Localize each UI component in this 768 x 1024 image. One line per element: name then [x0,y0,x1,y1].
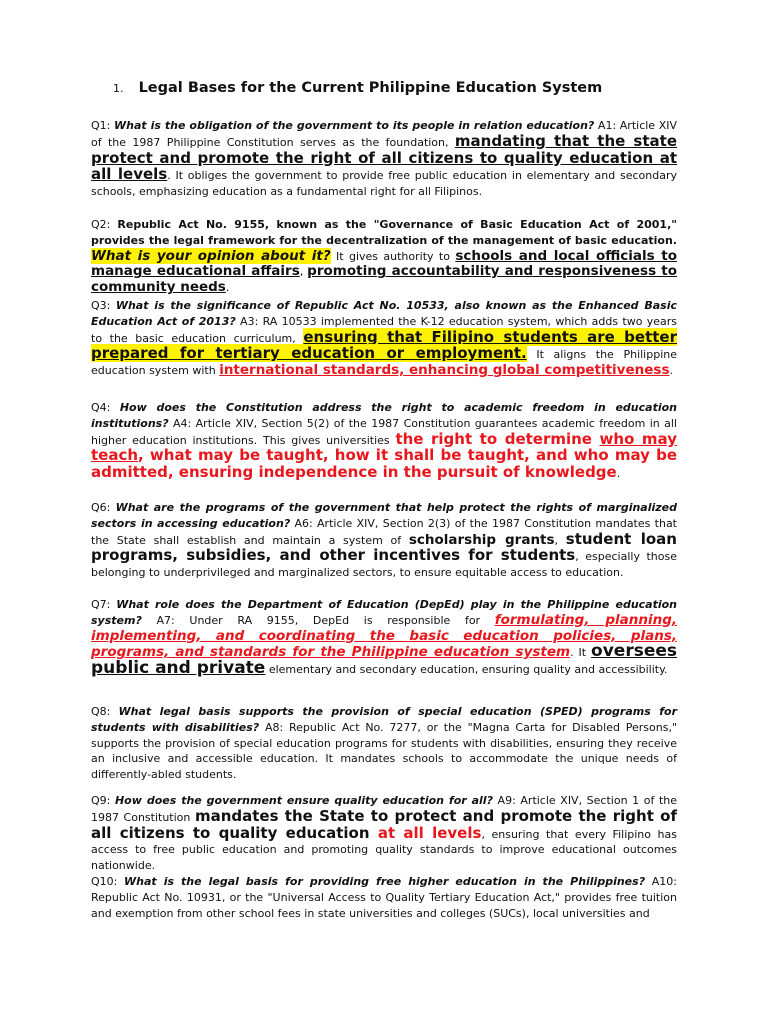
question-statement: Republic Act No. 9155, known as the "Governance of Basic Education Act of 2001," provides the legal framework for the decentralization of the management of basic education. [91,218,677,247]
answer-text: It aligns the Philippine education system with [91,348,677,378]
answer-text: . It [570,646,592,660]
answer-emphasis: mandates the State to protect and promote the right of all citizens to quality education [91,806,677,842]
answer-text: Article XIV, Section 2(3) of the 1987 Constitution mandates that the State shall establish and maintain a system of [91,516,677,547]
answer-text: . [616,467,621,481]
question-label: Q10: [91,875,125,888]
answer-emphasis: student loan programs, subsidies, and other incentives for students [91,529,677,565]
question-label: Q7: [91,598,117,611]
question-text: What is the legal basis for providing free higher education in the Philippines? [124,875,646,888]
answer-text: . [225,281,230,295]
answer-text: , ensuring that every Filipino has access to free public education and promoting quality standards to improve educational outcomes nationwide. [91,827,677,873]
qa-item-q1 [91,118,677,200]
answer-text: elementary and secondary education, ensuring quality and accessibility. [265,663,668,677]
question-text: What is the obligation of the government to its people in relation education? [114,119,595,132]
heading-title: Legal Bases for the Current Philippine Education System [138,80,603,96]
answer-emphasis: schools and local officials to manage educational affairs [91,247,677,280]
question-label: Q4: [91,401,120,414]
answer-label: A1: [594,119,620,132]
section-heading [113,80,602,96]
answer-emphasis: ensuring that Filipino students are better prepared for tertiary education or employment. [91,327,677,363]
question-label: Q8: [91,705,119,718]
question-label: Q2: [91,218,118,231]
qa-item-q9 [91,793,677,874]
answer-text: Article XIV of the 1987 Philippine Constitution serves as the foundation, [91,119,677,149]
qa-item-q2 [91,217,677,296]
answer-emphasis-red: at all levels [377,823,482,842]
answer-emphasis: scholarship grants [408,531,555,548]
answer-emphasis-red: international standards, enhancing global competitiveness [219,362,670,379]
question-text: What is the significance of Republic Act No. 10533, also known as the Enhanced Basic Education Act of 2013? [91,299,677,328]
question-text: What role does the Department of Education (DepEd) play in the Philippine education system? [91,598,678,627]
answer-emphasis-red: , what may be taught, how it shall be taught, and who may be admitted, ensuring independence in the pursuit of knowledge [91,446,677,482]
question-label: Q1: [91,119,114,132]
answer-text: Under RA 9155, DepEd is responsible for [189,613,495,627]
answer-label: A7: [141,613,190,627]
answer-text: RA 10533 implemented the K-12 education system, which adds two years to the basic education curriculum, [91,314,677,345]
question-text: How does the Constitution address the right to academic freedom in education institutions? [91,401,678,430]
answer-label: A4: [168,416,196,430]
answer-emphasis-red: formulating, planning, implementing, and coordinating the basic education policies, plans, programs, and standards for the Philippine education system [91,611,677,661]
heading-number: 1. [113,82,124,95]
answer-emphasis: mandating that the state protect and promote the right of all citizens to quality education at all levels [91,131,677,184]
answer-text: , [299,265,308,279]
answer-text: Republic Act No. 7277, or the "Magna Carta for Disabled Persons," supports the provision of special education programs for students with disabilities, ensuring they receive an inclusive and accessible education. It mandates schools to accommodate the unique needs of differently-abled students. [91,720,677,782]
answer-label: A10: [645,875,677,888]
answer-emphasis: promoting accountability and responsiveness to community needs [91,263,677,296]
question-text: What are the programs of the government that help protect the rights of marginalized sectors in accessing education? [91,501,678,530]
answer-text: Article XIV, Section 1 of the 1987 Constitution [91,794,677,824]
answer-text: It gives authority to [330,249,456,263]
question-text: How does the government ensure quality education for all? [114,794,493,807]
qa-item-q3 [91,298,677,379]
qa-item-q7 [91,597,677,678]
qa-item-q8 [91,704,677,783]
answer-label: A9: [492,794,521,807]
question-text: What legal basis supports the provision of special education (SPED) programs for students with disabilities? [91,705,677,734]
answer-label: A8: [259,720,289,734]
question-label: Q9: [91,794,115,807]
answer-text: Republic Act No. 10931, or the "Universal Access to Quality Tertiary Education Act," provides free tuition and exemption from other school fees in state universities and colleges (SUCs), local universities and [91,890,677,920]
answer-text: . It obliges the government to provide free public education in elementary and secondary schools, emphasizing education as a fundamental right for all Filipinos. [91,169,677,199]
qa-item-q10 [91,874,677,921]
answer-emphasis-red: who may teach [91,429,677,465]
answer-text: , especially those belonging to underprivileged and marginalized sectors, to ensure equitable access to education. [91,550,677,580]
answer-label: A3: [235,314,263,328]
answer-text: Article XIV, Section 5(2) of the 1987 Constitution guarantees academic freedom in all higher education institutions. This gives universities [91,416,677,447]
answer-emphasis: oversees public and private [91,641,678,679]
qa-item-q4 [91,400,677,482]
answer-label: A6: [290,516,318,530]
answer-text: . [669,364,673,378]
answer-text: , [554,533,566,547]
answer-emphasis-red: the right to determine [395,429,600,448]
question-label: Q6: [91,501,116,514]
qa-item-q6 [91,500,677,581]
question-label: Q3: [91,299,116,312]
question-text: What is your opinion about it? [91,247,331,264]
